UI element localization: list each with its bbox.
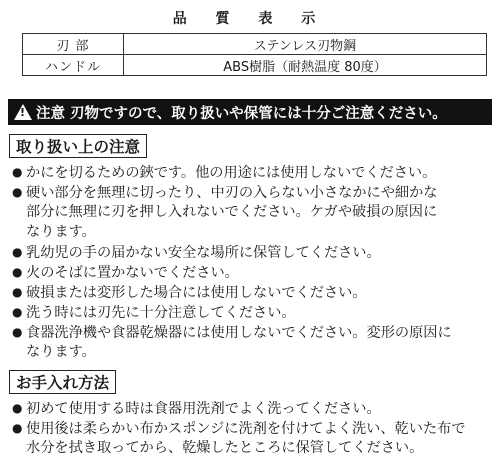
spec-label-handle: ハンドル — [23, 55, 124, 76]
warning-triangle-icon — [14, 104, 32, 120]
care-line: 水分を拭き取ってから、乾燥したところに保管してください。 — [26, 440, 424, 456]
handling-line: ● 洗う時には刃先に十分注意してください。 — [12, 305, 296, 321]
spec-label-blade: 刃 部 — [23, 34, 124, 55]
handling-line: なります。 — [26, 224, 96, 240]
spec-row-handle — [23, 55, 487, 76]
handling-line: ● 火のそばに置かないでください。 — [12, 265, 239, 281]
handling-line: ● 破損または変形した場合には使用しないでください。 — [12, 285, 367, 301]
handling-line: ● 乳幼児の手の届かない安全な場所に保管してください。 — [12, 245, 381, 261]
spec-title: 品 質 表 示 — [172, 11, 328, 27]
handling-heading: 取り扱い上の注意 — [9, 134, 147, 158]
care-line: ● 初めて使用する時は食器用洗剤でよく洗ってください。 — [12, 401, 381, 417]
handling-line: 部分に無理に刃を押し入れないでください。ケガや破損の原因に — [26, 204, 438, 220]
handling-line: ● 硬い部分を無理に切ったり、中刃の入らない小さなかにや細かな — [12, 185, 438, 201]
spec-value-blade: ステンレス刃物鋼 — [124, 34, 487, 55]
care-line: ● 使用後は柔らかい布かスポンジに洗剤を付けてよく洗い、乾いた布で — [12, 421, 466, 437]
warning-text: 注意 刃物ですので、取り扱いや保管には十分ご注意ください。 — [36, 105, 447, 122]
handling-line: ● 食器洗浄機や食器乾燥器には使用しないでください。変形の原因に — [12, 325, 452, 341]
spec-table — [22, 33, 487, 76]
handling-line: ● かにを切るための鋏です。他の用途には使用しないでください。 — [12, 165, 437, 181]
warning-banner — [8, 99, 492, 125]
spec-row-blade — [23, 34, 487, 55]
care-heading: お手入れ方法 — [9, 370, 116, 394]
spec-value-handle: ABS樹脂（耐熱温度 80度） — [124, 55, 487, 76]
handling-line: なります。 — [26, 344, 96, 360]
